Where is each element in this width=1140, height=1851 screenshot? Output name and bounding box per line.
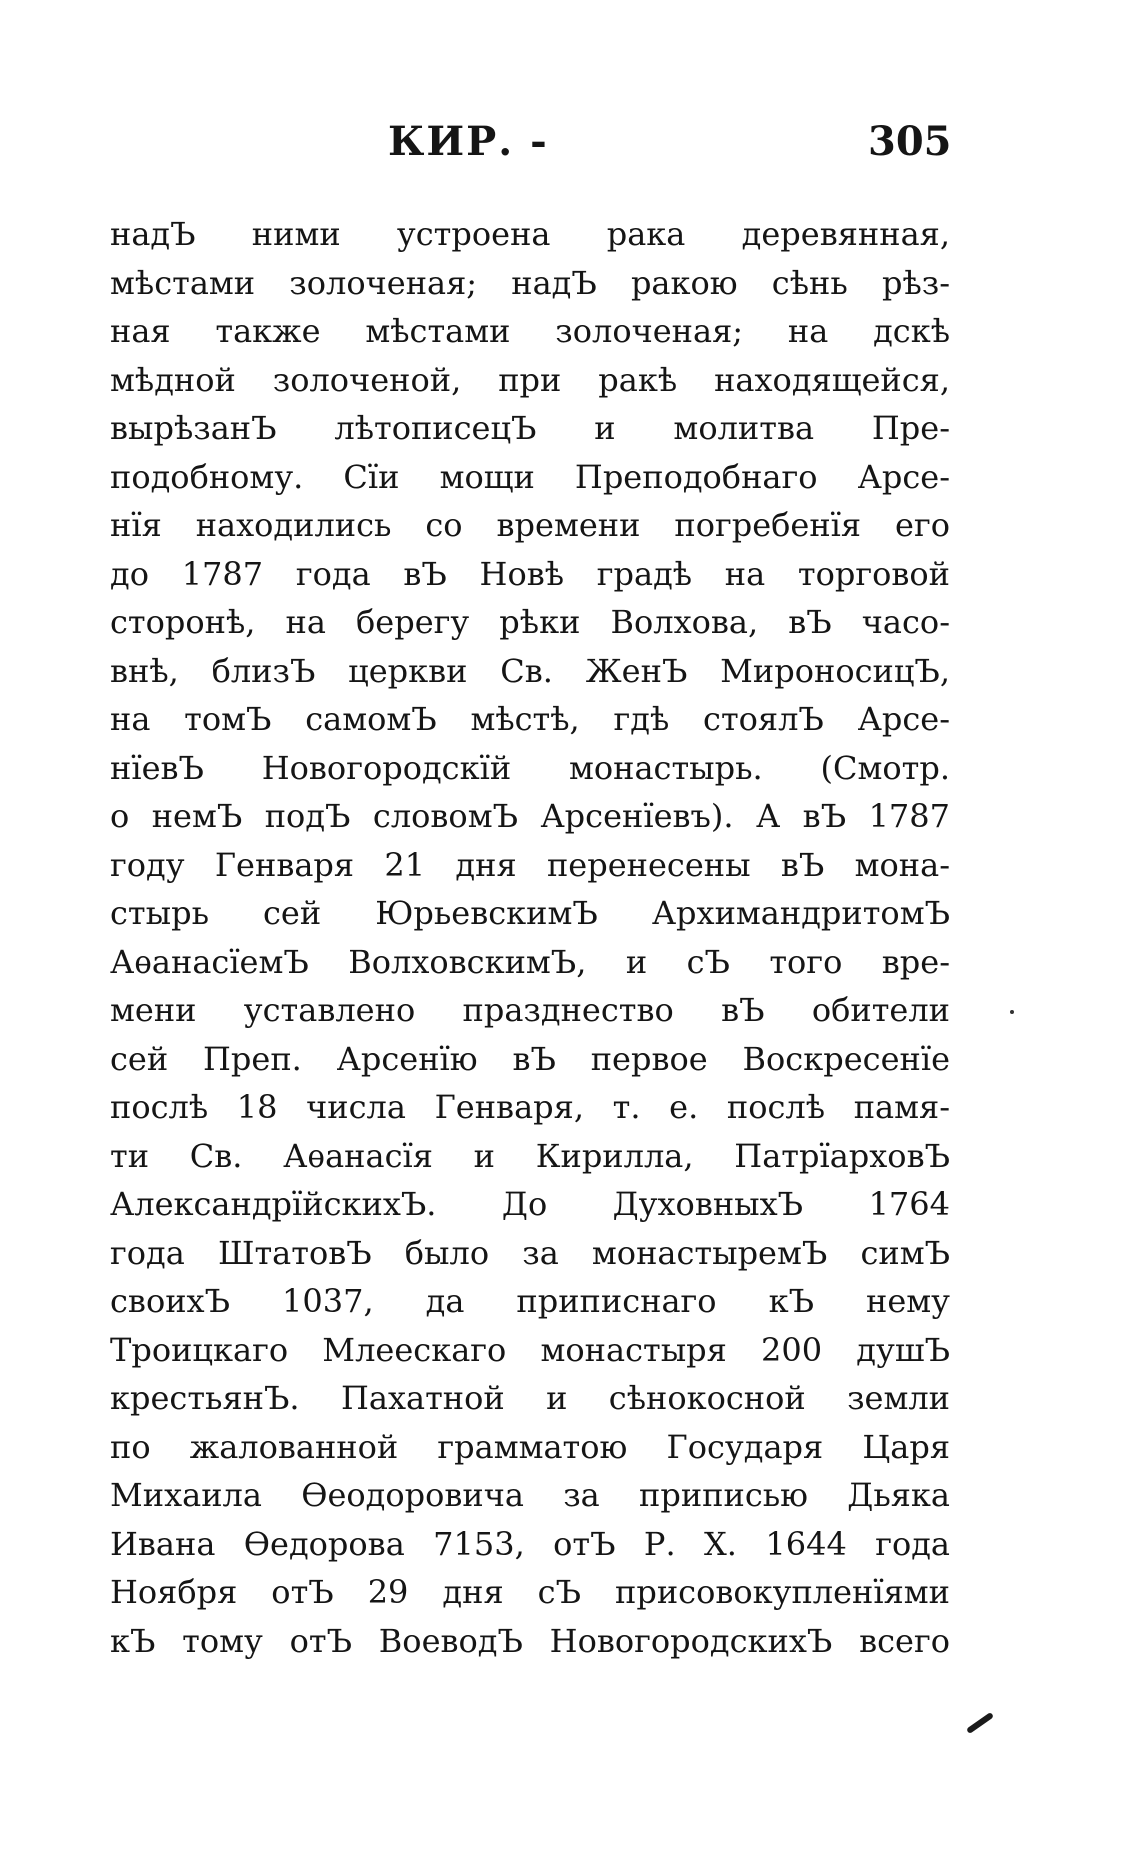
text-line: послѣ 18 числа Генваря, т. е. послѣ памя- bbox=[110, 1088, 950, 1126]
text-line: надЪ ними устроена рака деревянная, bbox=[110, 215, 950, 253]
text-line: подобному. Сїи мощи Преподобнаго Арсе- bbox=[110, 457, 950, 496]
text-line: на томЪ самомЪ мѣстѣ, гдѣ стоялЪ Арсе- bbox=[110, 700, 950, 738]
text-line: Михаила Ѳеодоровича за приписью Дьяка bbox=[110, 1476, 950, 1514]
text-line: кЪ тому отЪ ВоеводЪ НовогородскихЪ всего bbox=[110, 1621, 950, 1660]
text-line: мени уставлено празднество вЪ обители bbox=[110, 991, 950, 1029]
text-line: вырѣзанЪ лѣтописецЪ и молитва Пре- bbox=[110, 409, 950, 447]
text-line: году Генваря 21 дня перенесены вЪ мона- bbox=[110, 845, 950, 884]
text-line: мѣдной золоченой, при ракѣ находящейся, bbox=[110, 360, 950, 399]
text-line: сей Преп. Арсенїю вЪ первое Воскресенїе bbox=[110, 1039, 950, 1078]
page-number: 305 bbox=[868, 118, 952, 165]
ink-speck bbox=[1010, 1010, 1014, 1014]
text-line: нїя находились со времени погребенїя его bbox=[110, 506, 950, 544]
text-line: АлександрїйскихЪ. До ДуховныхЪ 1764 bbox=[110, 1185, 950, 1223]
text-line: Ивана Ѳедорова 7153, отЪ Р. Х. 1644 года bbox=[110, 1524, 950, 1563]
text-line: своихЪ 1037, да приписнаго кЪ нему bbox=[110, 1282, 950, 1320]
text-line: внѣ, близЪ церкви Св. ЖенЪ МироносицЪ, bbox=[110, 651, 950, 690]
text-line: сторонѣ, на берегу рѣки Волхова, вЪ часо- bbox=[110, 603, 950, 641]
text-line: ти Св. Аѳанасїя и Кирилла, ПатрїарховЪ bbox=[110, 1136, 950, 1175]
text-line: до 1787 года вЪ Новѣ градѣ на торговой bbox=[110, 554, 950, 593]
text-line: стырь сей ЮрьевскимЪ АрхимандритомЪ bbox=[110, 894, 950, 932]
text-line: Троицкаго Млеескаго монастыря 200 душЪ bbox=[110, 1330, 950, 1369]
ink-mark bbox=[966, 1712, 994, 1734]
text-line: мѣстами золоченая; надЪ ракою сѣнь рѣз- bbox=[110, 263, 950, 302]
text-line: АѳанасїемЪ ВолховскимЪ, и сЪ того вре- bbox=[110, 942, 950, 981]
running-head: КИР. - bbox=[388, 118, 549, 165]
text-line: Ноября отЪ 29 дня сЪ присовокупленїями bbox=[110, 1573, 950, 1611]
text-line: года ШтатовЪ было за монастыремЪ симЪ bbox=[110, 1233, 950, 1272]
text-line: нїевЪ Новогородскїй монастырь. (Смотр. bbox=[110, 748, 950, 787]
text-line: о немЪ подЪ словомЪ Арсенїевъ). А вЪ 1787 bbox=[110, 797, 950, 835]
text-line: ная также мѣстами золоченая; на дскѣ bbox=[110, 312, 950, 350]
text-line: по жалованной грамматою Государя Царя bbox=[110, 1427, 950, 1466]
text-line: крестьянЪ. Пахатной и сѣнокосной земли bbox=[110, 1379, 950, 1417]
body-text bbox=[110, 210, 950, 1665]
